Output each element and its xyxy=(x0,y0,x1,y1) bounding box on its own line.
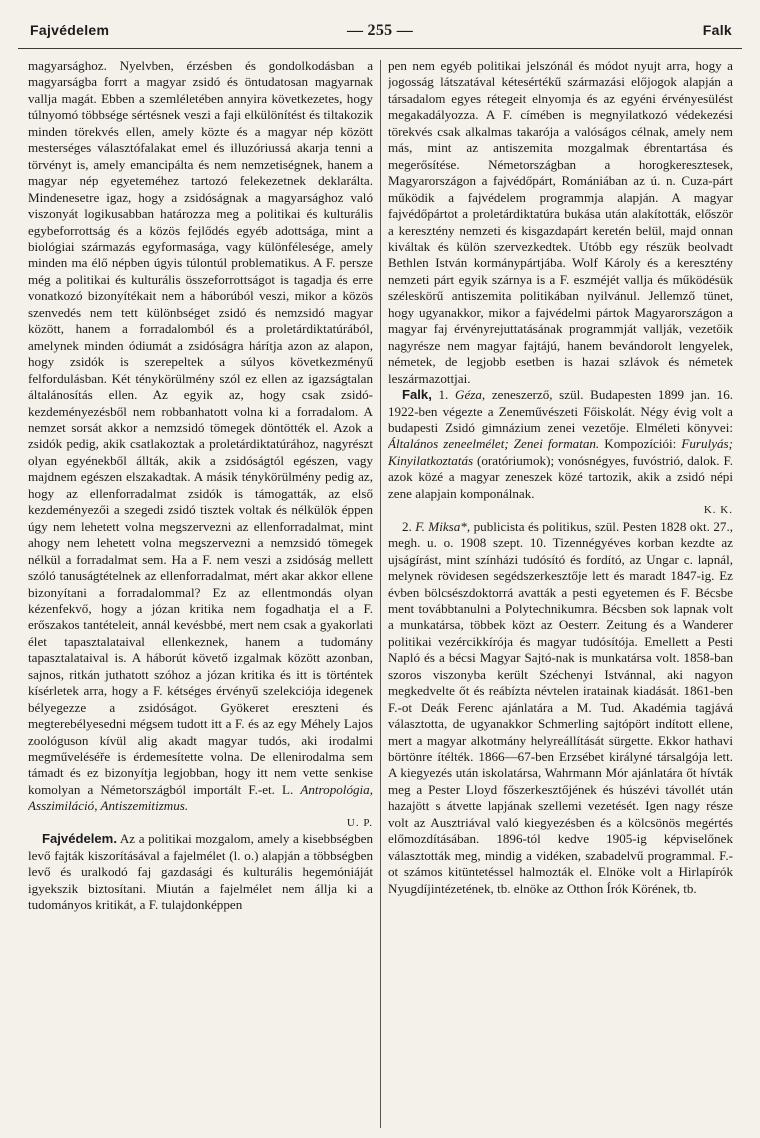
entry-fajvedelem xyxy=(28,831,373,913)
left-column xyxy=(28,58,373,1130)
entry-given-name: Géza, xyxy=(454,387,486,403)
article-body: magyarsághoz. Nyelvben, érzésben és gondolkodásban a magyarságba forrt a magyar zsidó és öntudatosan magyarnak vallja magát. Ebben a szemléletében annyira következetes, hogy túlnyomó többsége sértésnek veszi a faji elkülönítést és tiltakozik minden törekvés ellen, amely közte és a magyar nép között mesterséges választófalakat emel és illuzóriussá akarja tenni a törvényt is, amely emancipálta és nem nemzetiségnek, hanem a magyar nép egyeteméhez tartozó felekezetnek deklarálta. Mindenesetre igaz, hogy a zsidóságnak a magyarsághoz való viszonyát logikusabban határozza meg a politikai és kulturális egybeforrottság és a közös fejlődés egyéb adottsága, mint a biológiai származás egyformasága, vagy különfélesége, amely minden ma élő népben úgyis túlontúl problematikus. A F. persze még a politikai és kulturális összeforrottságot is tagadja és erre vonatkozó bizonyítékait nem a háborúból veszi, mikor a közös szenvedés nem tett különbséget zsidó és nemzsidó magyar között, hanem a forradalomból és a proletárdiktatúrából, amelynek minden ódiumát a zsidóságra hárítja azon az alapon, hogy zsidók is szerepeltek a súlyos következményű felfordulásban. Két ténykörülmény szól ez ellen az igazságtalan általánosítás ellen. Az egyik az, hogy csak zsidó-kezdeményezésből nem robbanhatott volna ki a forradalom. A nemzet sorsát akkor a nemzsidó tömegek döntötték el. Azok a zsidók pedig, akik csatlakoztak a proletárdiktatúrához, nagyrészt olyan egyénekből állták, akik a zsidóságtól egészen, vagy majdnem egészen elszakadtak. A másik ténykörülmény pedig az, hogy az ellenforradalmat zsidók is támogatták, az első kezdeményezői a szegedi zsidó tisztek voltak és nélkülök éppen úgy nem lehetett volna megszervezni az ellenforradalmat, mint ahogy nem lehetett volna megszervezni a nemzsidó tömegek nélkül a forradalmat sem. Ha a F. nem veszi a zsidóság mellett szóló tanuságtételnek az ellenforradalmat, mért akar akkor ellene bizonyítani a forradalommal? Ez az ellentmondás olyan kézenfekvő, hogy a józan kritika nem fogadhatja el a F. erőszakos tantételeit, annál kevésbbé, mert nem csak a gyakorlati élet tapasztalataival ellenkeznek, hanem a tudomány tapasztalataival is. A háborút követő izgalmak között azonban, sajnos, ritkán juthatott szóhoz a józan kritika és itt is történtek kísérletek arra, hogy a F. kétséges érvényű szelekciója idegenek bélyegezze a zsidóságot. Gyökeret ereszteni és megterebélyesedni mégsem tudott itt a F. és az egy Méhely Lajos zoológuson kívül alig akadt magyar tudós, aki irodalmi megműveléséře is érdemesítette volna. De ellenirodalma sem támadt és ez bizonyítja legjobban, hogy itt nem vette senkise komolyan a Németországból importált F.-et. L. xyxy=(28,58,373,797)
entry-fajvedelem-continued: pen nem egyéb politikai jelszónál és módot nyujt arra, hogy a jogosság látszatával kétesértékű származási előjogok alapján a társadalom egyes rétegeit elnyomja és az egyéni érvényesülést megakadályozza. A F. címében is megnyilatkozó védekezési törekvés csak alkalmas takarója a valóságos célnak, amely nem más, mint az antiszemita mozgalmak ébrentartása és megerősítése. Németországban a horogkeresztesek, Magyarországon a fajvédőpárt, Romániában az ú. n. Cuza-párt működik a fajvédelem programmja alapján. A magyar fajvédőpártot a proletárdiktatúra bukása után alakították, először a keresztény nemzeti és kisgazdapárt keretén belül, majd onnan kiváltak és külön szervezkedtek. Utóbb egy részük beolvadt Bethlen István kormánypártjába. Wolf Károly és a keresztény nemzeti párt egyik szárnya is a F. eszméjét vallja és működésük széleskörű antiszemita politikában nyilvánul. Jellemző tünet, hogy ugyanakkor, mikor a fajvédelmi pártok Magyarországon a magyar faj érvényrejuttatásának programmját vallják, vezetőik nagyrésze nem magyar fajtájú, hanem bevándorolt lengyelek, németek, de legjobb esetben is hazai szlávok és németek leszármazottjai. xyxy=(388,58,733,386)
entry-body: publicista és politikus, szül. Pesten 1828 okt. 27., megh. u. o. 1908 szept. 10. Tizennégyéves korban kezdte az ujságírást, mint színházi tudósító és fordító, az Ungar c. lapnál, melynek rövidesen segédszerkesztője lett és maradt 1847-ig. Ez évben bölcsészdoktorrá avatták a pesti egyetemen és F. Bécsbe ment továbbtanulni a Polytechnikumra. Bécsben sok lapnak volt a munkatársa, többek közt az Oesterr. Zeitung és a Wanderer politikai vezércikkírója és magyar tudósítója. Emellett a Pesti Napló és a bécsi Magyar Sajtó-nak is munkatársa volt. 1858-ban szoros viszonyba került Széchenyi Istvánnal, aki nagyon megkedvelte őt és reábízta névtelen iratainak kiadását. 1861-ben F.-ot Deák Ferenc ajánlatára a M. Tud. Akadémia tagjává választotta, de ugyanakkor Schmerling sajtópört indított ellene, mert a magyar alkotmány helyreállítását sürgette. Ekkor hathavi börtönre ítélték. 1866—67-ben Erzsébet királyné társalgója lett. A kiegyezés után iskolatársa, Wahrmann Mór ajánlatára őt hívták meg a Pester Lloyd főszerkesztőjének és húszévi távollét után hazajött s átvette lapjának szellemi vezetését. Igen nagy része volt az Ausztriával való kiegyezésben és a kölcsönös megértés előmozdításában. 1896-tól kedve 1905-ig képviselőnek választották meg, mindig a vidéken, szabadelvű programmal. F.-ot számos kitüntetéssel halmozták el. Elnöke volt a Hirlapírók Nyugdíjintézetének, tb. elnöke az Otthon Írók Körének, tb. xyxy=(388,518,733,896)
entry-number: 2. xyxy=(402,518,412,534)
entry-headword: Falk, xyxy=(402,387,432,403)
entry-number: 1. xyxy=(438,387,449,403)
cross-references: Antropológia, Asszimiláció, Antiszemitizmus. xyxy=(28,781,373,814)
running-head-right: Falk xyxy=(702,22,732,38)
entry-falk-miksa xyxy=(388,519,733,897)
author-signature: U. P. xyxy=(346,816,373,829)
composition-titles: Furulyás; Kinyilatkoztatás xyxy=(388,436,733,468)
running-head-left: Fajvédelem xyxy=(30,22,110,38)
entry-body-3: (oratóriumok); vonósnégyes, fuvóstrió, dalok. F. azok közé a magyar zeneszek közé tartozik, akik a zsidó népi zene alapjain komponálnak. xyxy=(388,452,733,501)
book-titles: Általános zeneelmélet; Zenei formatan. xyxy=(388,436,600,452)
right-column xyxy=(388,58,733,1130)
entry-given-name: F. Miksa*, xyxy=(415,518,471,534)
entry-body-2: Kompozíciói: xyxy=(604,436,677,452)
article-continuation xyxy=(28,58,373,815)
column-divider xyxy=(380,60,381,1128)
entry-headword: Fajvédelem. xyxy=(42,831,117,847)
page-number: — 255 — xyxy=(346,22,414,39)
entry-body: zeneszerző, szül. Budapesten 1899 jan. 16. 1922-ben végezte a Zeneművészeti Főiskolát. Négy évig volt a budapesti Zsidó gimnázium zenei vezetője. Elméleti könyvei: xyxy=(388,387,733,435)
entry-body: Az a politikai mozgalom, amely a kisebbségben levő fajták kiszorításával a fajelmélet (l. o.) alapján a többségben levő és uralkodó faj gazdasági és kulturális hegemóniáját igyekszik biztosítani. Miután a fajelmélet nem állja ki a tudományos kritikát, a F. tulajdonképpen xyxy=(28,831,373,913)
page-header xyxy=(18,18,742,49)
entry-falk-geza xyxy=(388,387,733,502)
author-signature: K. K. xyxy=(703,504,733,517)
